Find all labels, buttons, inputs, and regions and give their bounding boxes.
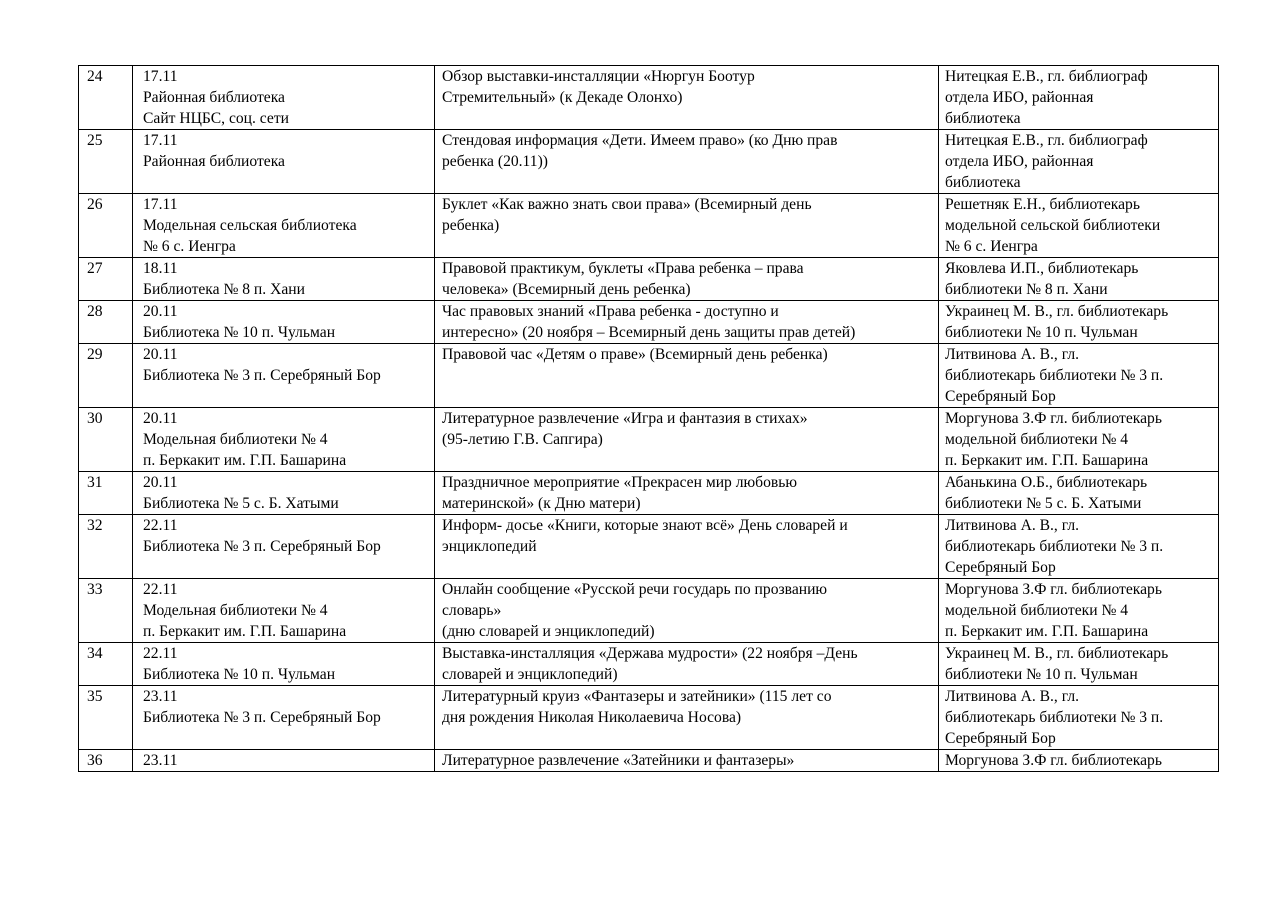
event-cell: Буклет «Как важно знать свои права» (Всемирный день ребенка)	[435, 194, 939, 258]
responsible-cell: Украинец М. В., гл. библиотекарь библиотеки № 10 п. Чульман	[939, 301, 1219, 344]
responsible-cell: Литвинова А. В., гл. библиотекарь библиотеки № 3 п. Серебряный Бор	[939, 686, 1219, 750]
table-row	[79, 579, 1219, 643]
row-number: 24	[79, 66, 133, 130]
date-place-cell: 20.11 Модельная библиотеки № 4 п. Беркакит им. Г.П. Башарина	[133, 408, 435, 472]
row-number: 36	[79, 750, 133, 772]
row-number: 33	[79, 579, 133, 643]
event-cell: Правовой час «Детям о праве» (Всемирный день ребенка)	[435, 344, 939, 408]
table-row	[79, 301, 1219, 344]
event-cell: Выставка-инсталляция «Держава мудрости» (22 ноября –День словарей и энциклопедий)	[435, 643, 939, 686]
event-cell: Обзор выставки-инсталляции «Нюргун Боотур Стремительный» (к Декаде Олонхо)	[435, 66, 939, 130]
responsible-cell: Моргунова З.Ф гл. библиотекарь модельной библиотеки № 4 п. Беркакит им. Г.П. Башарина	[939, 579, 1219, 643]
event-cell: Праздничное мероприятие «Прекрасен мир любовью материнской» (к Дню матери)	[435, 472, 939, 515]
event-cell: Час правовых знаний «Права ребенка - доступно и интересно» (20 ноября – Всемирный день защиты прав детей)	[435, 301, 939, 344]
row-number: 32	[79, 515, 133, 579]
event-cell: Правовой практикум, буклеты «Права ребенка – права человека» (Всемирный день ребенка)	[435, 258, 939, 301]
row-number: 29	[79, 344, 133, 408]
event-cell: Стендовая информация «Дети. Имеем право» (ко Дню прав ребенка (20.11))	[435, 130, 939, 194]
table-row	[79, 258, 1219, 301]
row-number: 35	[79, 686, 133, 750]
date-place-cell: 17.11 Районная библиотека Сайт НЦБС, соц. сети	[133, 66, 435, 130]
table-row	[79, 66, 1219, 130]
event-cell: Онлайн сообщение «Русской речи государь по прозванию словарь» (дню словарей и энциклопедий)	[435, 579, 939, 643]
row-number: 25	[79, 130, 133, 194]
date-place-cell: 23.11	[133, 750, 435, 772]
event-cell: Информ- досье «Книги, которые знают всё» День словарей и энциклопедий	[435, 515, 939, 579]
row-number: 28	[79, 301, 133, 344]
responsible-cell: Решетняк Е.Н., библиотекарь модельной сельской библиотеки № 6 с. Иенгра	[939, 194, 1219, 258]
responsible-cell: Абанькина О.Б., библиотекарь библиотеки № 5 с. Б. Хатыми	[939, 472, 1219, 515]
responsible-cell: Украинец М. В., гл. библиотекарь библиотеки № 10 п. Чульман	[939, 643, 1219, 686]
row-number: 34	[79, 643, 133, 686]
date-place-cell: 18.11 Библиотека № 8 п. Хани	[133, 258, 435, 301]
responsible-cell: Литвинова А. В., гл. библиотекарь библиотеки № 3 п. Серебряный Бор	[939, 515, 1219, 579]
row-number: 26	[79, 194, 133, 258]
event-cell: Литературное развлечение «Игра и фантазия в стихах» (95-летию Г.В. Сапгира)	[435, 408, 939, 472]
responsible-cell: Яковлева И.П., библиотекарь библиотеки № 8 п. Хани	[939, 258, 1219, 301]
table-row	[79, 643, 1219, 686]
table-row	[79, 515, 1219, 579]
date-place-cell: 20.11 Библиотека № 3 п. Серебряный Бор	[133, 344, 435, 408]
responsible-cell: Нитецкая Е.В., гл. библиограф отдела ИБО, районная библиотека	[939, 66, 1219, 130]
date-place-cell: 22.11 Библиотека № 3 п. Серебряный Бор	[133, 515, 435, 579]
responsible-cell: Моргунова З.Ф гл. библиотекарь модельной библиотеки № 4 п. Беркакит им. Г.П. Башарина	[939, 408, 1219, 472]
event-cell: Литературное развлечение «Затейники и фантазеры»	[435, 750, 939, 772]
table-row	[79, 686, 1219, 750]
table-row	[79, 472, 1219, 515]
date-place-cell: 17.11 Модельная сельская библиотека № 6 с. Иенгра	[133, 194, 435, 258]
date-place-cell: 17.11 Районная библиотека	[133, 130, 435, 194]
event-cell: Литературный круиз «Фантазеры и затейники» (115 лет со дня рождения Николая Николаевича Носова)	[435, 686, 939, 750]
date-place-cell: 20.11 Библиотека № 10 п. Чульман	[133, 301, 435, 344]
responsible-cell: Нитецкая Е.В., гл. библиограф отдела ИБО, районная библиотека	[939, 130, 1219, 194]
table-row	[79, 130, 1219, 194]
date-place-cell: 22.11 Модельная библиотеки № 4 п. Беркакит им. Г.П. Башарина	[133, 579, 435, 643]
row-number: 30	[79, 408, 133, 472]
row-number: 27	[79, 258, 133, 301]
table-row	[79, 194, 1219, 258]
responsible-cell: Литвинова А. В., гл. библиотекарь библиотеки № 3 п. Серебряный Бор	[939, 344, 1219, 408]
date-place-cell: 20.11 Библиотека № 5 с. Б. Хатыми	[133, 472, 435, 515]
row-number: 31	[79, 472, 133, 515]
table-row	[79, 344, 1219, 408]
responsible-cell: Моргунова З.Ф гл. библиотекарь	[939, 750, 1219, 772]
date-place-cell: 22.11 Библиотека № 10 п. Чульман	[133, 643, 435, 686]
table-row	[79, 408, 1219, 472]
date-place-cell: 23.11 Библиотека № 3 п. Серебряный Бор	[133, 686, 435, 750]
events-table	[78, 65, 1219, 772]
table-row	[79, 750, 1219, 772]
